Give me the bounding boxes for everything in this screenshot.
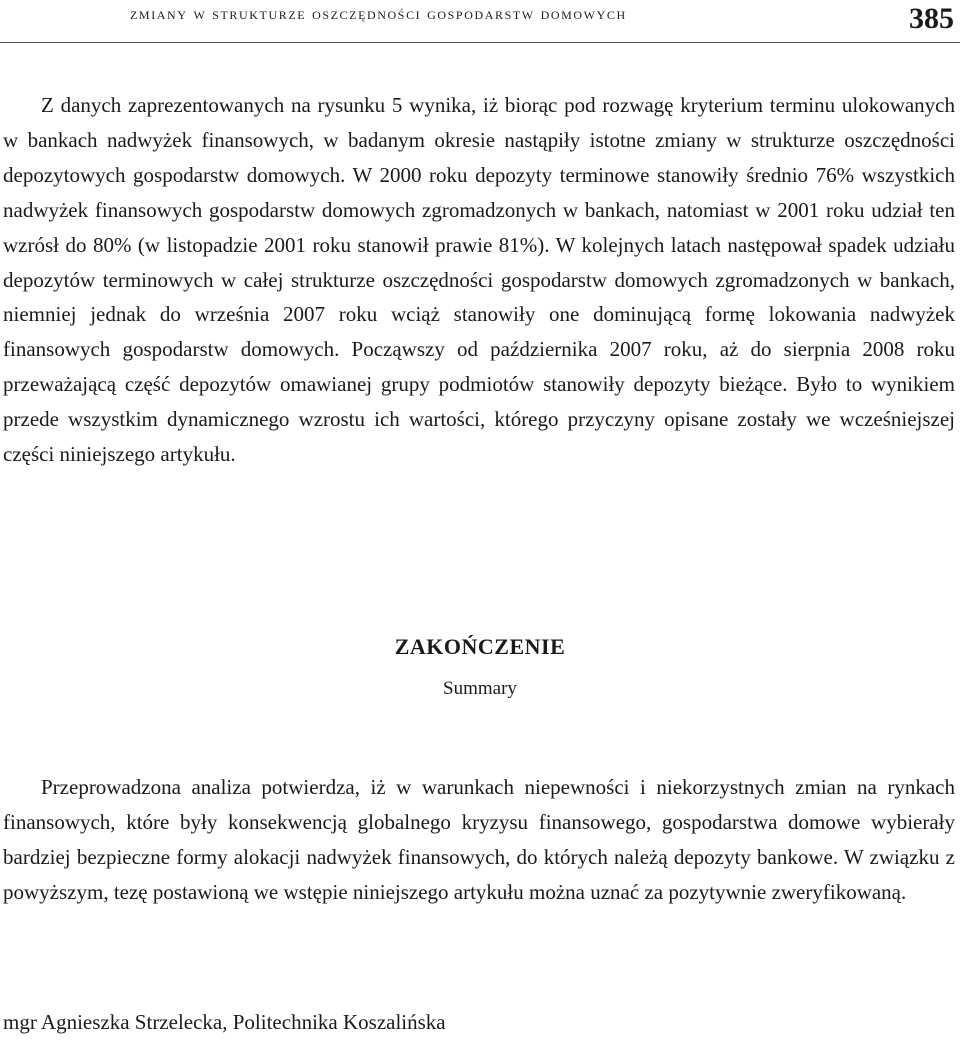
running-title: zmiany w strukturze oszczędności gospodarstw domowych xyxy=(130,4,627,23)
conclusion-paragraph xyxy=(3,770,955,910)
conclusion-paragraph-text: Przeprowadzona analiza potwierdza, iż w warunkach niepewności i niekorzystnych zmian na rynkach finansowych, które były konsekwencją globalnego kryzysu finansowego, gospodarstwa domowe wybierały bardziej bezpieczne formy alokacji nadwyżek finansowych, do których należą depozyty bankowe. W związku z powyższym, tezę postawioną we wstępie niniejszego artykułu można uznać za pozytywnie zweryfikowaną. xyxy=(3,775,955,904)
page-header xyxy=(0,0,960,43)
conclusion-subtitle: Summary xyxy=(443,678,517,699)
body-paragraph xyxy=(3,88,955,472)
body-paragraph-text: Z danych zaprezentowanych na rysunku 5 wynika, iż biorąc pod rozwagę kryterium terminu ulokowanych w bankach nadwyżek finansowych, w badanym okresie nastąpiły istotne zmiany w strukturze oszczędności depozytowych gospodarstw domowych. W 2000 roku depozyty terminowe stanowiły średnio 76% wszystkich nadwyżek finansowych gospodarstw domowych zgromadzonych w bankach, natomiast w 2001 roku udział ten wzrósł do 80% (w listopadzie 2001 roku stanowił prawie 81%). W kolejnych latach następował spadek udziału depozytów terminowych w całej strukturze oszczędności gospodarstw domowych zgromadzonych w bankach, niemniej jednak do września 2007 roku wciąż stanowiły one dominującą formę lokowania nadwyżek finansowych gospodarstw domowych. Począwszy od października 2007 roku, aż do sierpnia 2008 roku przeważającą część depozytów omawianej grupy podmiotów stanowiły depozyty bieżące. Było to wynikiem przede wszystkim dynamicznego wzrostu ich wartości, którego przyczyny opisane zostały we wcześniejszej części niniejszego artykułu. xyxy=(3,93,955,467)
page-number: 385 xyxy=(909,2,954,35)
conclusion-title: ZAKOŃCZENIE xyxy=(394,634,566,659)
author-affiliation: mgr Agnieszka Strzelecka, Politechnika Koszalińska xyxy=(3,1010,446,1034)
